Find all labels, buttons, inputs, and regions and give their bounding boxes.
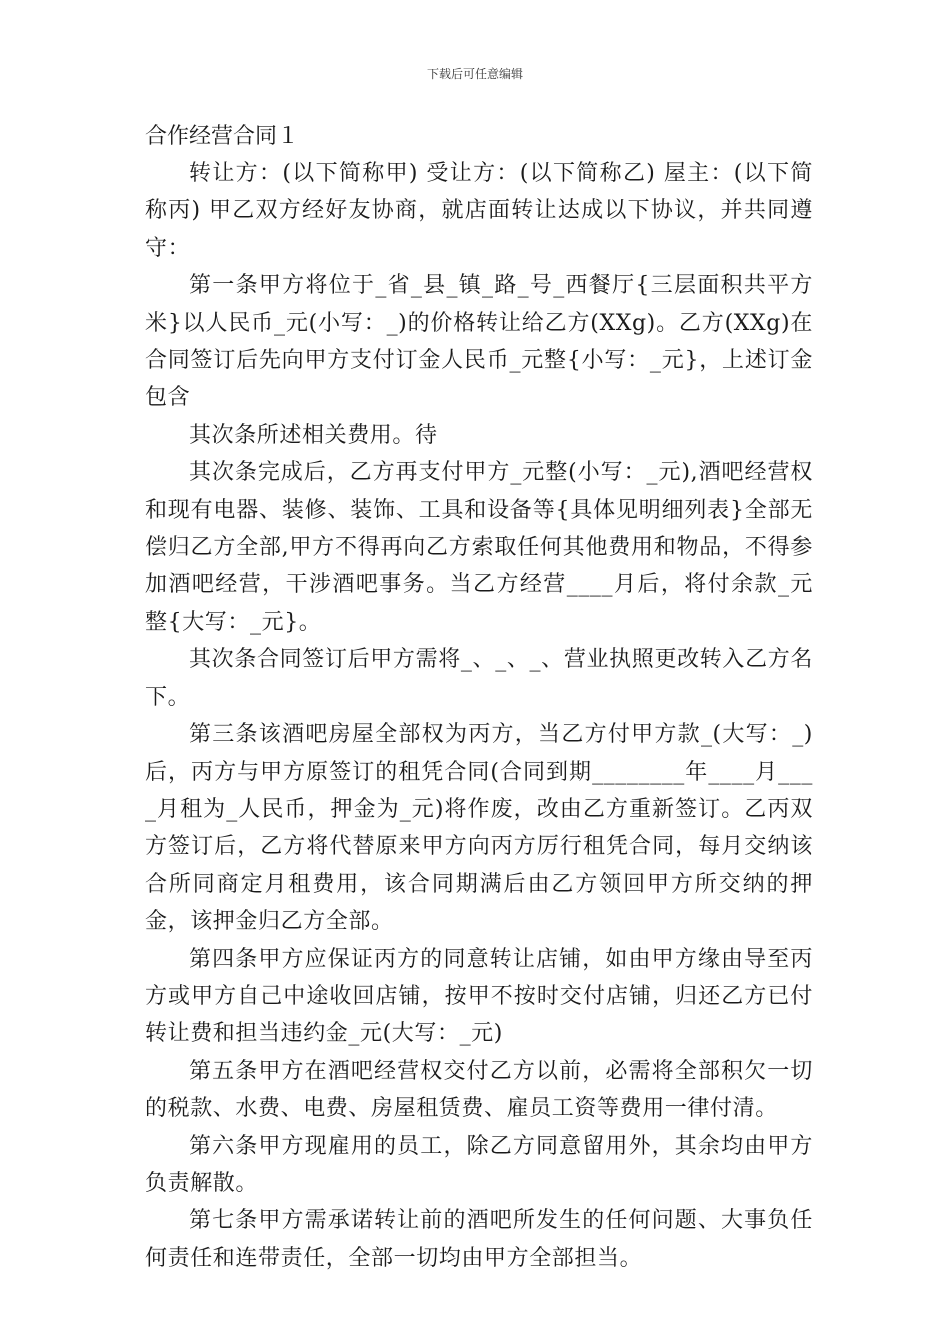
page-header: 下载后可任意编辑 <box>426 67 523 81</box>
paragraph-article-2: 其次条完成后，乙方再支付甲方_元整(小写：_元),酒吧经营权和现有电器、装修、装饰、工具和设备等{具体见明细列表}全部无偿归乙方全部,甲方不得再向乙方索取任何其他费用和物品，不得参加酒吧经营，干涉酒吧事务。当乙方经营____月后，将付余款_元整{大写：_元}。 <box>145 460 813 635</box>
paragraph-article-4: 第四条甲方应保证丙方的同意转让店铺，如由甲方缘由导至丙方或甲方自己中途收回店铺，按甲不按时交付店铺，归还乙方已付转让费和担当违约金_元(大写：_元) <box>145 946 813 1047</box>
paragraph-article-7: 第七条甲方需承诺转让前的酒吧所发生的任何问题、大事负任何责任和连带责任，全部一切均由甲方全部担当。 <box>145 1208 813 1271</box>
paragraph-article-5: 第五条甲方在酒吧经营权交付乙方以前，必需将全部积欠一切的税款、水费、电费、房屋租赁费、雇员工资等费用一律付清。 <box>145 1058 813 1122</box>
document-body <box>145 118 813 1277</box>
paragraph-article-2b: 其次条合同签订后甲方需将_、_、_、营业执照更改转入乙方名下。 <box>145 647 813 710</box>
paragraph-parties: 转让方：(以下简称甲) 受让方：(以下简称乙) 屋主：(以下简称丙) 甲乙双方经好友协商，就店面转让达成以下协议，并共同遵守： <box>145 161 813 261</box>
document-title: 合作经营合同１ <box>145 124 300 149</box>
paragraph-article-3: 第三条该酒吧房屋全部权为丙方，当乙方付甲方款_(大写：_)后，丙方与甲方原签订的租凭合同(合同到期________年____月____月租为_人民币，押金为_元)将作废，改由乙方重新签订。乙丙双方签订后，乙方将代替原来甲方向丙方厉行租凭合同，每月交纳该合所同商定月租费用，该合同期满后由乙方领回甲方所交纳的押金，该押金归乙方全部。 <box>145 722 813 935</box>
paragraph-article-6: 第六条甲方现雇用的员工，除乙方同意留用外，其余均由甲方负责解散。 <box>145 1133 813 1196</box>
paragraph-article-2-intro: 其次条所述相关费用。待 <box>189 422 438 448</box>
paragraph-article-1: 第一条甲方将位于_省_县_镇_路_号_西餐厅{三层面积共平方米}以人民币_元(小写：_)的价格转让给乙方(XXg)。乙方(XXg)在合同签订后先向甲方支付订金人民币_元整{小写：_元}，上述订金包含 <box>145 273 813 411</box>
